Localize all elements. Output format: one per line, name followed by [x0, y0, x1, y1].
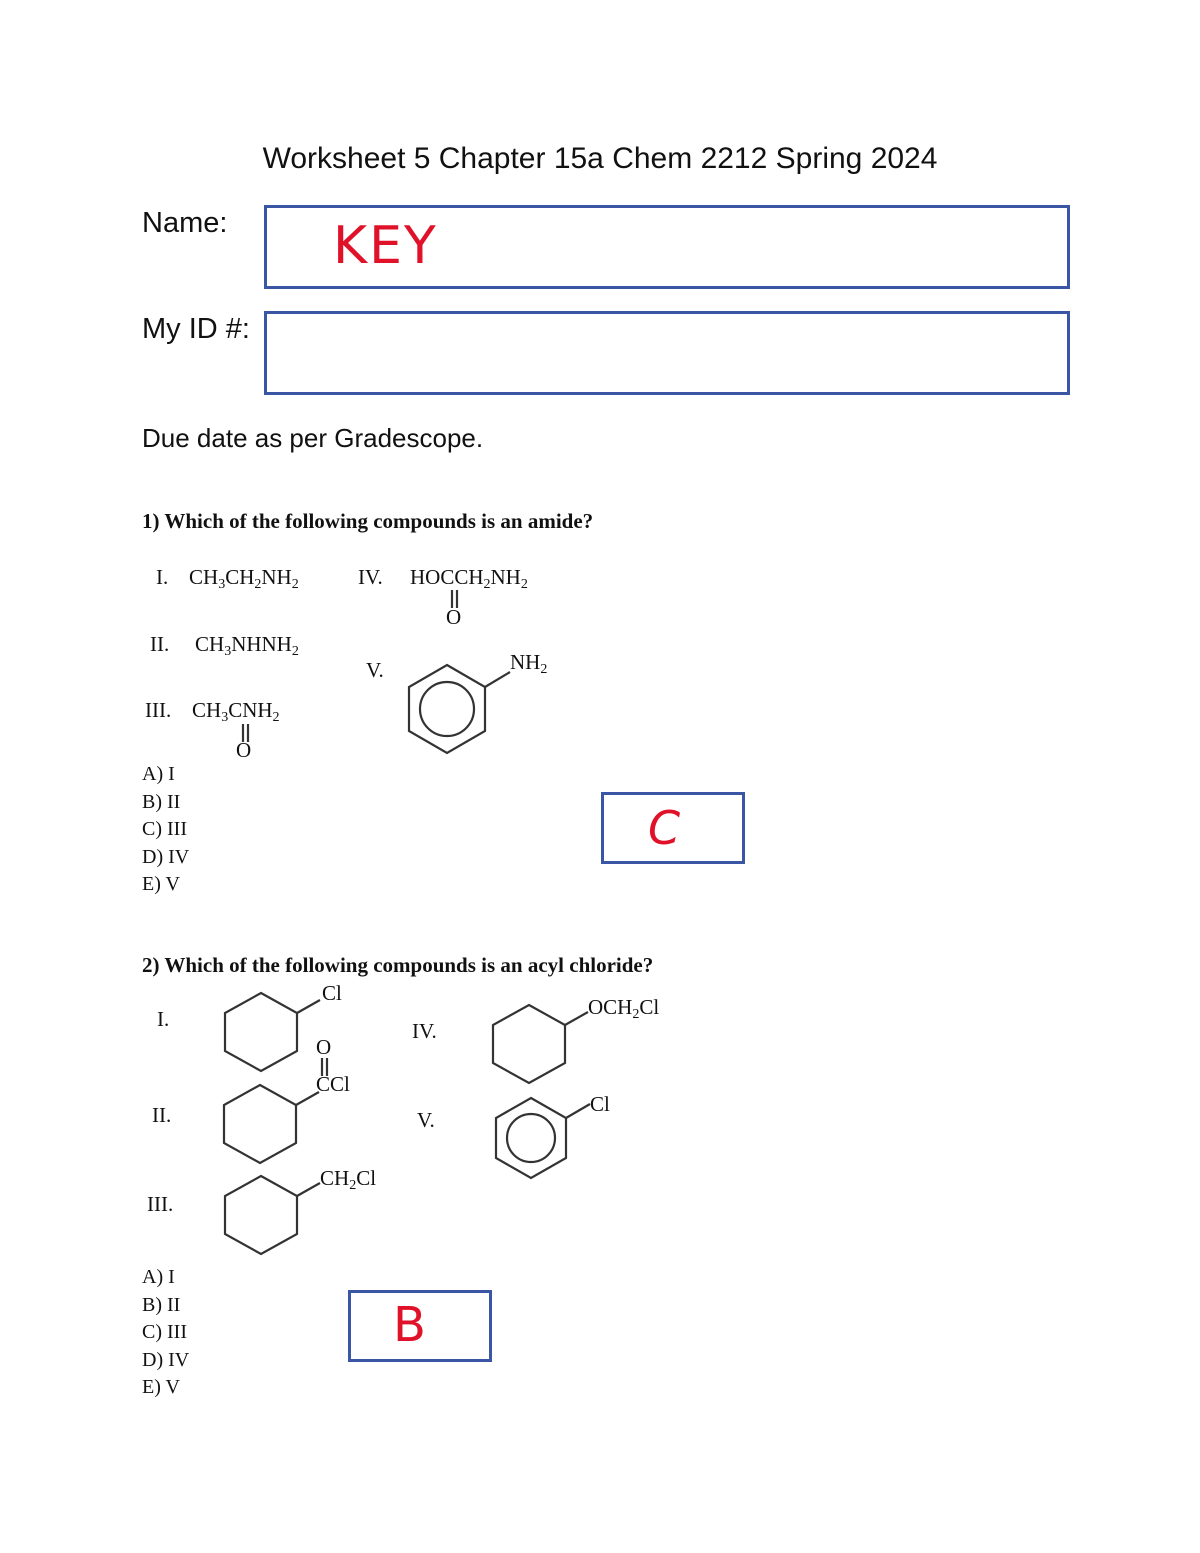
q1-compound-ii: $CH_3NHNH_2$ — [195, 632, 299, 659]
name-field[interactable] — [264, 205, 1070, 289]
name-value: KEY — [333, 216, 438, 276]
q2-option-c[interactable]: C) III — [142, 1321, 187, 1344]
q1-roman-v: V. — [366, 658, 384, 682]
q1-option-d[interactable]: D) IV — [142, 845, 190, 868]
q1-compound-i: $CH_3CH_2NH_2$ — [189, 565, 299, 592]
q1-roman-i: I. — [156, 565, 169, 589]
q2-cyclohexane-iii — [215, 1170, 335, 1260]
q2-roman-v: V. — [417, 1108, 435, 1132]
q2-roman-iv: IV. — [412, 1019, 437, 1043]
q2-iii-chloromethyl: $CH_2Cl$ — [320, 1166, 377, 1193]
q1-answer: C — [648, 801, 681, 855]
q1-roman-iv: IV. — [358, 565, 383, 589]
q2-ii-oxygen: O — [316, 1035, 332, 1059]
question-1: 1) Which of the following compounds is an amide? — [142, 509, 594, 533]
q1-iv-oxygen: O — [446, 605, 462, 629]
q2-ii-acyl-group: CCl — [316, 1072, 350, 1096]
q2-option-e[interactable]: E) V — [142, 1376, 180, 1399]
q1-compound-iv: $HOCCH_2NH_2$ — [410, 565, 528, 592]
id-label: My ID #: — [142, 313, 250, 345]
q1-option-e[interactable]: E) V — [142, 873, 180, 896]
q2-option-a[interactable]: A) I — [142, 1266, 175, 1288]
q2-roman-iii: III. — [147, 1192, 174, 1216]
page-title: Worksheet 5 Chapter 15a Chem 2212 Spring 2024 — [262, 142, 938, 175]
q1-options — [142, 761, 189, 899]
q2-i-chlorine: Cl — [322, 981, 342, 1005]
q2-option-d[interactable]: D) IV — [142, 1348, 190, 1371]
q1-iii-oxygen: O — [236, 738, 252, 762]
q1-benzene-ring — [400, 650, 520, 760]
q1-option-b[interactable]: B) II — [142, 790, 181, 813]
q1-roman-iii: III. — [145, 698, 172, 722]
q2-option-b[interactable]: B) II — [142, 1293, 181, 1316]
q2-cyclohexane-ii — [214, 1080, 334, 1170]
id-field[interactable] — [264, 311, 1070, 395]
q1-option-c[interactable]: C) III — [142, 818, 187, 841]
name-label: Name: — [142, 207, 228, 239]
due-date-note: Due date as per Gradescope. — [142, 423, 484, 453]
q2-cyclohexane-iv — [485, 1000, 605, 1090]
question-2: 2) Which of the following compounds is an acyl chloride? — [142, 953, 654, 977]
q2-answer: B — [393, 1297, 426, 1353]
q1-answer-box[interactable] — [601, 792, 745, 864]
q1-roman-ii: II. — [150, 632, 170, 656]
q2-roman-i: I. — [157, 1007, 170, 1031]
q2-answer-box[interactable] — [348, 1290, 492, 1362]
q2-v-chlorine: Cl — [590, 1092, 610, 1116]
q2-roman-ii: II. — [152, 1103, 172, 1127]
q1-option-a[interactable]: A) I — [142, 763, 175, 785]
q1-v-amine: $NH_2$ — [510, 650, 548, 677]
q2-iv-chloromethoxy: $OCH_2Cl$ — [588, 995, 660, 1022]
q2-benzene-ring — [485, 1090, 605, 1180]
q1-compound-iii: $CH_3CNH_2$ — [192, 698, 280, 725]
q2-options — [142, 1264, 189, 1402]
